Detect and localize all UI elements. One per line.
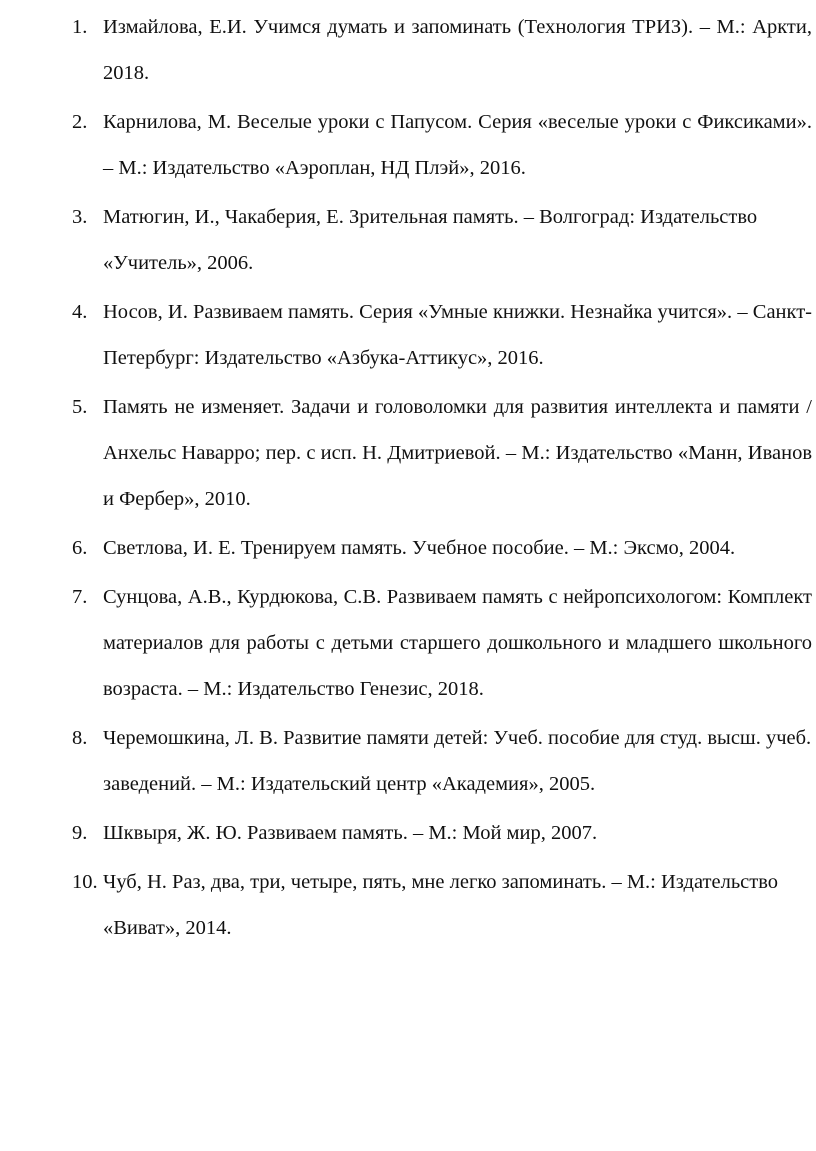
list-item-number: 6. xyxy=(72,537,88,559)
list-item xyxy=(72,715,812,807)
list-item xyxy=(72,194,812,286)
list-item xyxy=(72,99,812,191)
list-item-number: 9. xyxy=(72,822,88,844)
list-item xyxy=(72,810,812,856)
list-item xyxy=(72,574,812,712)
list-item-number: 3. xyxy=(72,206,88,228)
list-item-number: 5. xyxy=(72,396,88,418)
list-item-text: Носов, И. Развиваем память. Серия «Умные книжки. Незнайка учится». – Санкт-Петербург: Издательство «Азбука-Аттикус», 2016. xyxy=(103,301,812,369)
list-item-number: 10. xyxy=(72,871,98,893)
list-item-text: Карнилова, М. Веселые уроки с Папусом. Серия «веселые уроки с Фиксиками». – М.: Издательство «Аэроплан, НД Плэй», 2016. xyxy=(103,111,812,179)
list-item-number: 7. xyxy=(72,586,88,608)
list-item-text: Чуб, Н. Раз, два, три, четыре, пять, мне легко запоминать. – М.: Издательство «Виват», 2014. xyxy=(103,871,779,939)
list-item-text: Память не изменяет. Задачи и головоломки для развития интеллекта и памяти / Анхельс Наварро; пер. с исп. Н. Дмитриевой. – М.: Издательство «Манн, Иванов и Фербер», 2010. xyxy=(103,396,812,510)
list-item-number: 4. xyxy=(72,301,88,323)
list-item-text: Светлова, И. Е. Тренируем память. Учебное пособие. – М.: Эксмо, 2004. xyxy=(103,537,736,559)
list-item-number: 8. xyxy=(72,727,88,749)
list-item-text: Сунцова, А.В., Курдюкова, С.В. Развиваем память с нейропсихологом: Комплект материалов для работы с детьми старшего дошкольного и младшего школьного возраста. – М.: Издательство Генезис, 2018. xyxy=(103,586,812,700)
list-item xyxy=(72,289,812,381)
list-item xyxy=(72,384,812,522)
reference-list xyxy=(72,4,812,954)
list-item-number: 2. xyxy=(72,111,88,133)
list-item-text: Матюгин, И., Чакаберия, Е. Зрительная память. – Волгоград: Издательство «Учитель», 2006. xyxy=(103,206,758,274)
list-item xyxy=(72,525,812,571)
list-item xyxy=(72,4,812,96)
list-item xyxy=(72,859,812,951)
list-item-text: Черемошкина, Л. В. Развитие памяти детей: Учеб. пособие для студ. высш. учеб. заведений. – М.: Издательский центр «Академия», 2005. xyxy=(103,727,812,795)
list-item-number: 1. xyxy=(72,16,88,38)
list-item-text: Шквыря, Ж. Ю. Развиваем память. – М.: Мой мир, 2007. xyxy=(103,822,598,844)
list-item-text: Измайлова, Е.И. Учимся думать и запоминать (Технология ТРИЗ). – М.: Аркти, 2018. xyxy=(103,16,812,84)
